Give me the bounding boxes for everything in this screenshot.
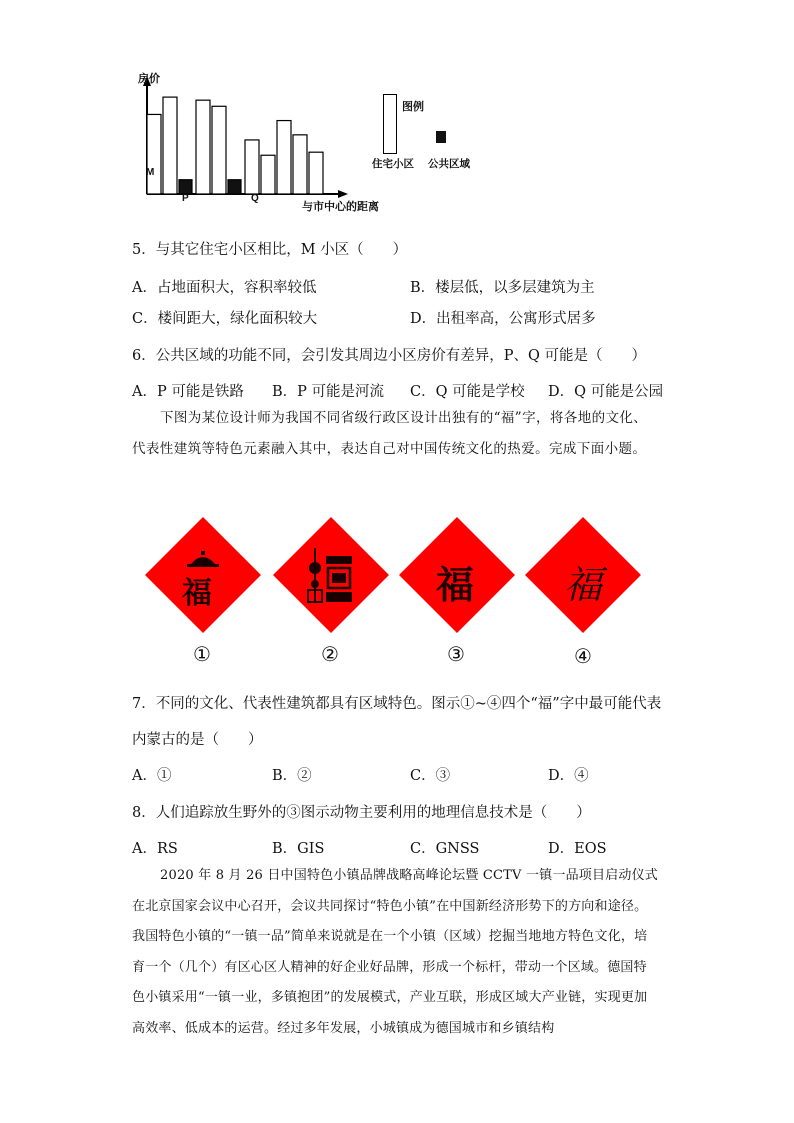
residential-bar <box>147 114 161 194</box>
x-axis-label: 与市中心的距离 <box>302 201 379 213</box>
fu-diamond-3 <box>398 516 516 634</box>
legend-public-swatch <box>436 131 446 143</box>
label-Q: Q <box>251 193 259 204</box>
fu-diamond-1 <box>144 516 262 634</box>
passage-paragraph: 2020 年 8 月 26 日中国特色小镇品牌战略高峰论坛暨 CCTV 一镇一品项目启动仪式在北京国家会议中心召开，会议共同探讨“特色小镇”在中国新经济形势下的方向和途径。我国特色小镇的“一镇一品”简单来说就是在一个小镇（区域）挖掘当地地方特色文化，培育一个（几个）有区心区人精神的好企业好品牌，形成一个标杆，带动一个区域。德国特色小镇采用“一镇一业，多镇抱团”的发展模式，产业互联，形成区域大产业链，实现更加高效率、低成本的运营。经过多年发展，小城镇成为德国城市和乡镇结构 <box>132 868 658 1036</box>
fu-label-1: ① <box>193 642 211 666</box>
residential-bar <box>163 97 177 194</box>
fu-label-2: ② <box>321 642 339 666</box>
legend-residential-label: 住宅小区 <box>372 158 414 170</box>
q5-stem: 5．与其它住宅小区相比，M 小区（ ） <box>132 242 408 258</box>
q7-option-a: A．① <box>132 768 172 784</box>
q5-option-b: B．楼层低，以多层建筑为主 <box>410 280 595 296</box>
q8-option-c: C．GNSS <box>410 841 480 857</box>
label-P: P <box>182 193 189 204</box>
legend <box>372 94 486 174</box>
fu-diamond-2 <box>272 516 390 634</box>
legend-public-label: 公共区域 <box>428 158 470 170</box>
q8-stem: 8．人们追踪放生野外的③图示动物主要利用的地理信息技术是（ ） <box>132 805 591 821</box>
fu-label-4: ④ <box>574 644 592 668</box>
residential-bar <box>261 155 275 194</box>
fu-intro-paragraph: 下图为某位设计师为我国不同省级行政区设计出独有的“福”字，将各地的文化、代表性建筑等特色元素融入其中，表达自己对中国传统文化的热爱。完成下面小题。 <box>132 410 648 457</box>
q5-option-a: A．占地面积大，容积率较低 <box>132 280 317 296</box>
q6-stem: 6．公共区域的功能不同，会引发其周边小区房价有差异，P、Q 可能是（ ） <box>132 348 646 364</box>
tower-icon <box>306 546 356 606</box>
fu-char-4: 福 <box>564 563 603 607</box>
q8-option-d: D．EOS <box>548 841 607 857</box>
q6-option-d: D．Q 可能是公园 <box>548 384 664 400</box>
q7-option-b: B．② <box>272 768 312 784</box>
residential-bar <box>196 100 210 194</box>
q7-stem-line2: 内蒙古的是（ ） <box>132 732 263 748</box>
q6-option-a: A．P 可能是铁路 <box>132 384 244 400</box>
fu-diamond-4 <box>524 516 642 634</box>
q6-option-c: C．Q 可能是学校 <box>410 384 525 400</box>
residential-bar <box>293 135 307 194</box>
legend-title: 图例 <box>402 101 424 113</box>
q5-option-c: C．楼间距大，绿化面积较大 <box>132 311 318 327</box>
fu-figure <box>140 512 660 672</box>
public-area-bar <box>228 180 241 194</box>
y-axis-label: 房价 <box>138 73 160 85</box>
q8-option-a: A．RS <box>132 841 178 857</box>
q5-option-d: D．出租率高，公寓形式居多 <box>410 311 596 327</box>
fu-label-3: ③ <box>447 642 465 666</box>
label-M: M <box>146 167 155 178</box>
q7-option-c: C．③ <box>410 768 451 784</box>
fu-char-1: 福 <box>182 576 212 611</box>
q7-option-d: D．④ <box>548 768 589 784</box>
public-area-bar <box>179 180 192 194</box>
q7-stem-line1: 7．不同的文化、代表性建筑都具有区域特色。图示①~④四个“福”字中最可能代表 <box>132 696 662 712</box>
q8-option-b: B．GIS <box>272 841 325 857</box>
fu-char-3: 福 <box>436 563 475 607</box>
residential-bar <box>309 152 323 194</box>
x-axis-arrow <box>338 190 348 198</box>
house-price-chart <box>130 70 490 220</box>
residential-bar <box>245 140 259 194</box>
residential-bar <box>212 106 226 194</box>
q6-option-b: B．P 可能是河流 <box>272 384 385 400</box>
legend-residential-swatch <box>383 94 397 154</box>
residential-bar <box>277 121 291 194</box>
